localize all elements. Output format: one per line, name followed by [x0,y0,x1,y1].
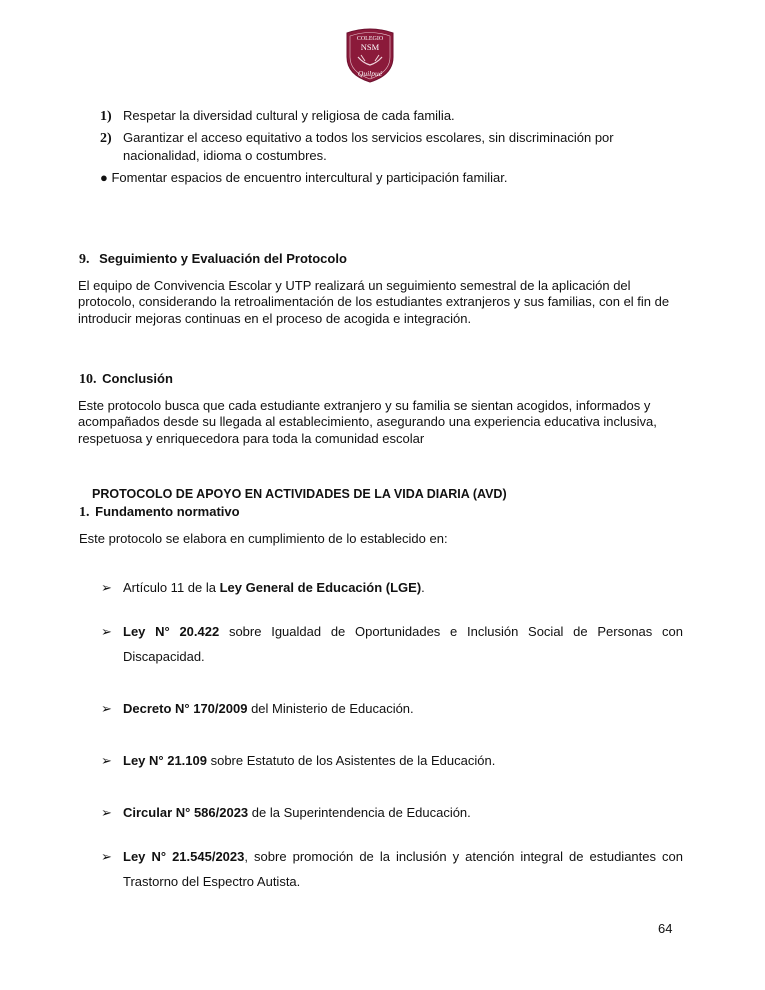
law-text: , sobre promoción de la inclusión y atención integral de estudiantes con [244,849,684,864]
page-number: 64 [658,921,673,936]
law-item [123,579,425,597]
law-text: sobre Estatuto de los Asistentes de la Educación. [206,753,496,768]
logo-text-colegio: COLEGIO [356,36,384,42]
section-9-paragraph-line: protocolo, considerando la retroalimentación de los estudiantes extranjeros y sus familias, con el fin de [78,294,670,309]
bullet-text: Fomentar espacios de encuentro intercultural y participación familiar. [111,170,508,185]
section-title: Seguimiento y Evaluación del Protocolo [99,251,347,266]
section-10-heading [79,370,173,389]
law-text: Artículo 11 de la [123,580,220,595]
law-name: Ley N° 20.422 [123,624,220,639]
section-9-heading [79,250,347,269]
subsection-heading [79,503,240,522]
law-text-continuation: Trastorno del Espectro Autista. [123,874,301,889]
arrow-bullet-icon: ➢ [101,701,112,716]
list-number: 2) [100,131,112,146]
bullet-icon: ● [100,170,108,185]
list-item [100,107,112,126]
law-item [123,752,495,770]
law-text: . [421,580,425,595]
arrow-bullet-icon: ➢ [101,805,112,820]
law-name: Decreto N° 170/2009 [123,701,248,716]
section-10-paragraph-line: respetuosa y enriquecedora para toda la comunidad escolar [78,431,425,446]
law-item [123,848,683,866]
list-item-text: nacionalidad, idioma o costumbres. [123,148,327,163]
law-text: sobre Igualdad de Oportunidades e Inclusión Social de Personas con [219,624,683,639]
subsection-title: Fundamento normativo [95,504,240,519]
law-name: Ley N° 21.109 [123,753,207,768]
school-crest-logo [343,27,397,83]
arrow-bullet-icon: ➢ [101,580,112,595]
section-9-paragraph-line: introducir mejoras continuas en el proceso de acogida e integración. [78,311,472,326]
section-10-paragraph-line: acompañados desde su llegada al establecimiento, asegurando una experiencia educativa inclusiva, [78,414,657,429]
arrow-bullet-icon: ➢ [101,849,112,864]
logo-text-quilpue: Quilpué [357,69,383,78]
law-text-continuation: Discapacidad. [123,649,205,664]
section-number: 10. [79,372,97,387]
list-item-text: Respetar la diversidad cultural y religiosa de cada familia. [123,108,455,123]
section-number: 9. [79,252,90,267]
arrow-bullet-icon: ➢ [101,753,112,768]
arrow-bullet-icon: ➢ [101,624,112,639]
logo-text-nsm: NSM [360,42,380,52]
law-text: de la Superintendencia de Educación. [248,805,471,820]
law-name: Circular N° 586/2023 [123,805,249,820]
section-10-paragraph-line: Este protocolo busca que cada estudiante extranjero y su familia se sientan acogidos, informados y [78,398,651,413]
law-name: Ley N° 21.545/2023 [123,849,245,864]
law-name: Ley General de Educación (LGE) [219,580,422,595]
protocol-heading: PROTOCOLO DE APOYO EN ACTIVIDADES DE LA VIDA DIARIA (AVD) [92,487,507,501]
list-number: 1) [100,109,112,124]
law-item [123,623,683,641]
intro-text: Este protocolo se elabora en cumplimiento de lo establecido en: [79,531,448,546]
law-text: del Ministerio de Educación. [247,701,414,716]
section-9-paragraph-line: El equipo de Convivencia Escolar y UTP realizará un seguimiento semestral de la aplicación del [78,278,631,293]
law-item [123,700,414,718]
section-title: Conclusión [102,371,173,386]
law-item [123,804,471,822]
list-item-text: Garantizar el acceso equitativo a todos los servicios escolares, sin discriminación por [123,130,614,145]
bullet-item [100,169,507,187]
subsection-number: 1. [79,505,90,520]
list-item [100,129,112,148]
